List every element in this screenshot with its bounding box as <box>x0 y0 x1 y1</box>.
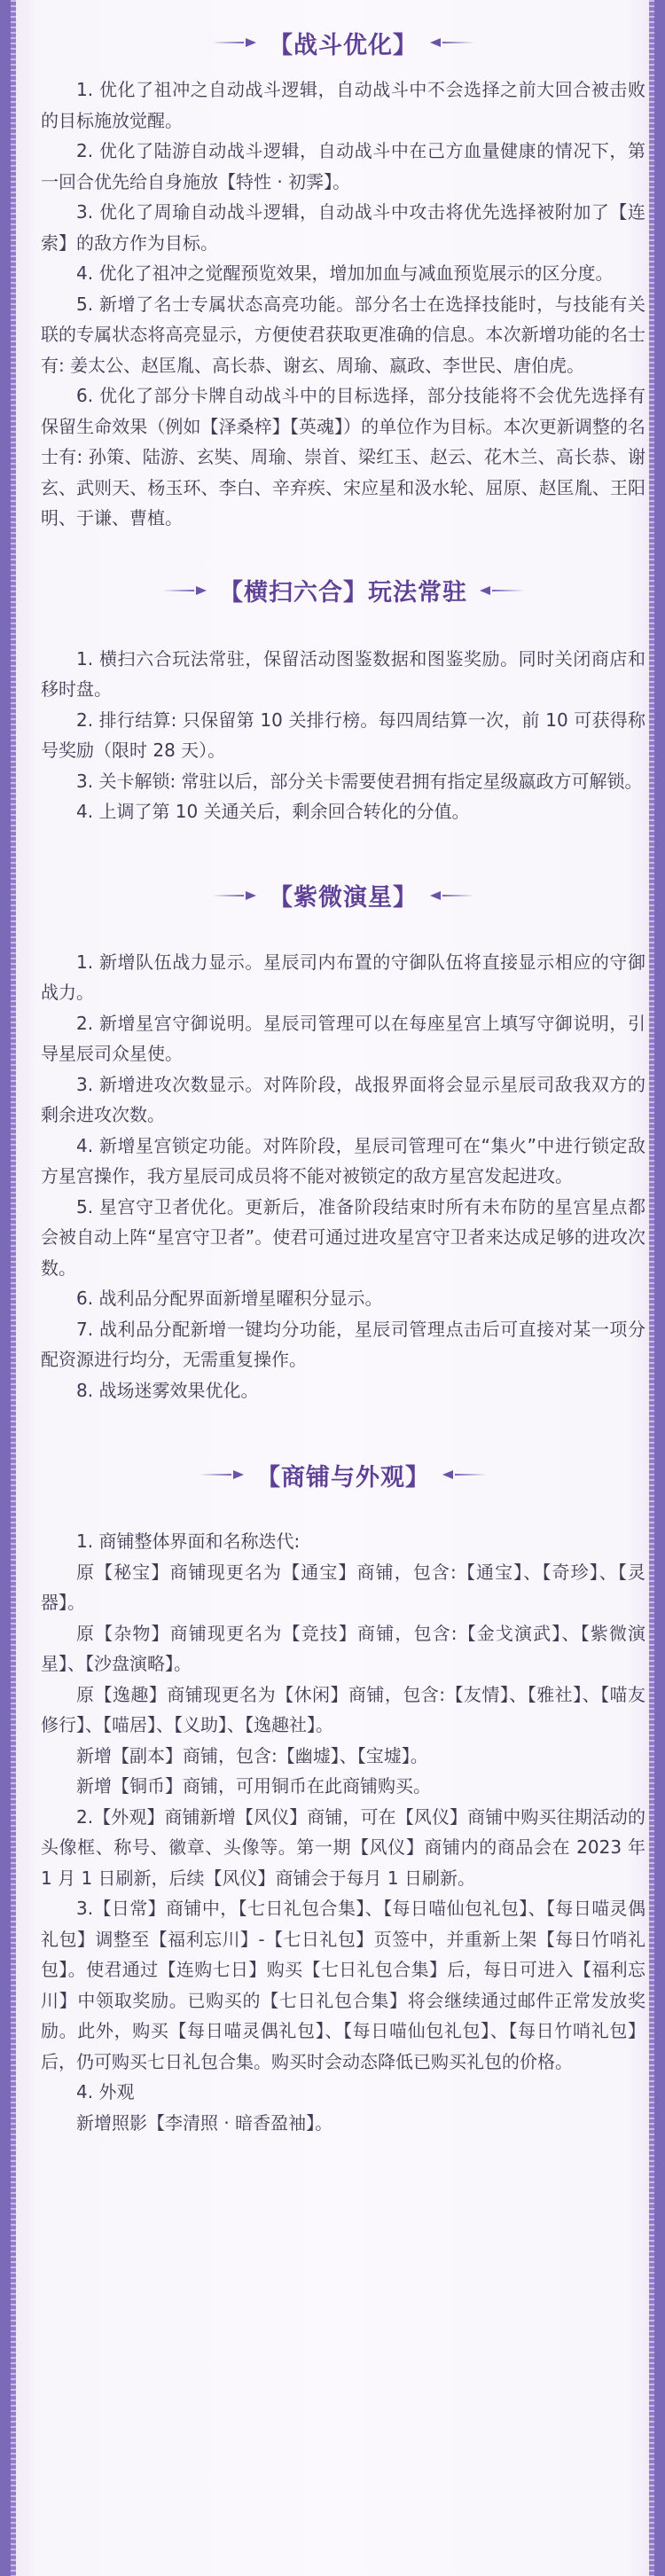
paragraph: 5. 新增了名士专属状态高亮功能。部分名士在选择技能时，与技能有关联的专属状态将高亮显示，方便使君获取更准确的信息。本次新增功能的名士有: 姜太公、赵匡胤、高长恭、谢玄、周瑜、嬴政、李世民、唐伯虎。 <box>41 293 645 376</box>
paragraph: 1. 横扫六合玩法常驻，保留活动图鉴数据和图鉴奖励。同时关闭商店和移时盘。 <box>41 647 645 700</box>
arrow-left-decoration-icon <box>162 585 210 596</box>
left-border-stripe <box>11 0 16 2576</box>
arrow-left-decoration-icon <box>200 1469 247 1480</box>
paragraph: 2. 优化了陆游自动战斗逻辑，自动战斗中在己方血量健康的情况下，第一回合优先给自身施放【特性 · 初霁】。 <box>41 140 645 192</box>
section-battle-optimization <box>41 0 645 534</box>
paragraph: 3.【日常】商铺中，【七日礼包合集】、【每日喵仙包礼包】、【每日喵灵偶礼包】调整至【福利忘川】-【七日礼包】页签中，并重新上架【每日竹哨礼包】。使君通过【连购七日】购买【七日礼包合集】后，每日可进入【福利忘川】中领取奖励。已购买的【七日礼包合集】将会继续通过邮件正常发放奖励。此外，购买【每日喵灵偶礼包】、【每日喵仙包礼包】、【每日竹哨礼包】后，仍可购买七日礼包合集。购买时会动态降低已购买礼包的价格。 <box>41 1898 645 2072</box>
arrow-right-decoration-icon <box>476 585 524 596</box>
paragraph: 2. 新增星宫守御说明。星辰司管理可以在每座星宫上填写守御说明，引导星辰司众星使。 <box>41 1012 645 1064</box>
paragraph: 新增【铜币】商铺，可用铜币在此商铺购买。 <box>76 1775 431 1797</box>
announcement-content <box>41 0 645 2138</box>
section-shop-appearance <box>41 1448 645 2138</box>
paragraph: 1. 商铺整体界面和名称迭代: <box>76 1531 301 1552</box>
arrow-right-decoration-icon <box>439 1469 487 1480</box>
arrow-left-decoration-icon <box>212 890 260 901</box>
section-sweep-mode <box>41 564 645 827</box>
paragraph: 6. 战利品分配界面新增星曜积分显示。 <box>76 1288 383 1309</box>
paragraph: 4. 新增星宫锁定功能。对阵阶段，星辰司管理可在“集火”中进行锁定敌方星宫操作，我方星辰司成员将不能对被锁定的敌方星宫发起进攻。 <box>41 1134 645 1186</box>
section-heading <box>41 1448 645 1501</box>
section-title: 【战斗优化】 <box>269 31 418 59</box>
paragraph: 7. 战利品分配新增一键均分功能，星辰司管理点击后可直接对某一项分配资源进行均分，无需重复操作。 <box>41 1318 645 1370</box>
section-heading <box>41 564 645 617</box>
section-heading <box>41 869 645 922</box>
section-body <box>41 644 645 827</box>
paragraph: 3. 关卡解锁: 常驻以后，部分关卡需要使君拥有指定星级嬴政方可解锁。 <box>76 770 643 792</box>
section-body <box>41 74 645 534</box>
section-title: 【横扫六合】玩法常驻 <box>219 579 467 607</box>
right-border-stripe <box>649 0 654 2576</box>
paragraph: 4. 上调了第 10 关通关后，剩余回合转化的分值。 <box>76 801 470 822</box>
section-title: 【商铺与外观】 <box>256 1463 430 1492</box>
paragraph: 8. 战场迷雾效果优化。 <box>76 1379 259 1401</box>
paragraph: 新增【副本】商铺，包含:【幽墟】、【宝墟】。 <box>76 1744 428 1766</box>
paragraph: 1. 优化了祖冲之自动战斗逻辑，自动战斗中不会选择之前大回合被击败的目标施放觉醒。 <box>41 79 645 131</box>
paragraph: 6. 优化了部分卡牌自动战斗中的目标选择，部分技能将不会优先选择有保留生命效果（例如【泽桑梓】【英魂】）的单位作为目标。本次更新调整的名士有: 孙策、陆游、玄奘、周瑜、崇首、梁红玉、赵云、花木兰、高长恭、谢玄、武则天、杨玉环、李白、辛弃疾、宋应星和汲水轮、屈原、赵匡胤、王阳明、于谦、曹植。 <box>41 385 645 529</box>
paragraph: 4. 优化了祖冲之觉醒预览效果，增加加血与减血预览展示的区分度。 <box>76 262 614 284</box>
paragraph: 原【逸趣】商铺现更名为【休闲】商铺，包含:【友情】、【雅社】、【喵友修行】、【喵居】、【义助】、【逸趣社】。 <box>41 1683 645 1735</box>
section-body <box>41 1526 645 2138</box>
paragraph: 3. 优化了周瑜自动战斗逻辑，自动战斗中攻击将优先选择被附加了【连索】的敌方作为目标。 <box>41 201 645 254</box>
arrow-left-decoration-icon <box>212 37 260 48</box>
section-title: 【紫微演星】 <box>269 884 418 912</box>
paragraph: 原【杂物】商铺现更名为【竞技】商铺，包含:【金戈演武】、【紫微演星】、【沙盘演略】。 <box>41 1622 645 1674</box>
paragraph: 新增照影【李清照 · 暗香盈袖】。 <box>76 2111 333 2134</box>
paragraph: 原【秘宝】商铺现更名为【通宝】商铺，包含:【通宝】、【奇珍】、【灵器】。 <box>41 1561 645 1613</box>
section-body <box>41 947 645 1406</box>
paragraph: 4. 外观 <box>76 2081 135 2102</box>
arrow-right-decoration-icon <box>426 890 474 901</box>
section-ziwei-star <box>41 869 645 1406</box>
page-frame <box>11 0 654 2576</box>
paragraph: 1. 新增队伍战力显示。星辰司内布置的守御队伍将直接显示相应的守御战力。 <box>41 951 645 1003</box>
paragraph: 3. 新增进攻次数显示。对阵阶段，战报界面将会显示星辰司敌我双方的剩余进攻次数。 <box>41 1073 645 1125</box>
paragraph: 5. 星宫守卫者优化。更新后，准备阶段结束时所有未布防的星宫星点都会被自动上阵“星宫守卫者”。使君可通过进攻星宫守卫者来达成足够的进攻次数。 <box>41 1195 645 1279</box>
arrow-right-decoration-icon <box>426 37 474 48</box>
paragraph: 2.【外观】商铺新增【风仪】商铺，可在【风仪】商铺中购买往期活动的头像框、称号、徽章、头像等。第一期【风仪】商铺内的商品会在 2023 年 1 月 1 日刷新，后续【风仪】商铺会于每月 1 日刷新。 <box>41 1805 645 1889</box>
paragraph: 2. 排行结算: 只保留第 10 关排行榜。每四周结算一次，前 10 可获得称号奖励（限时 28 天）。 <box>41 709 645 761</box>
section-heading <box>41 16 645 69</box>
